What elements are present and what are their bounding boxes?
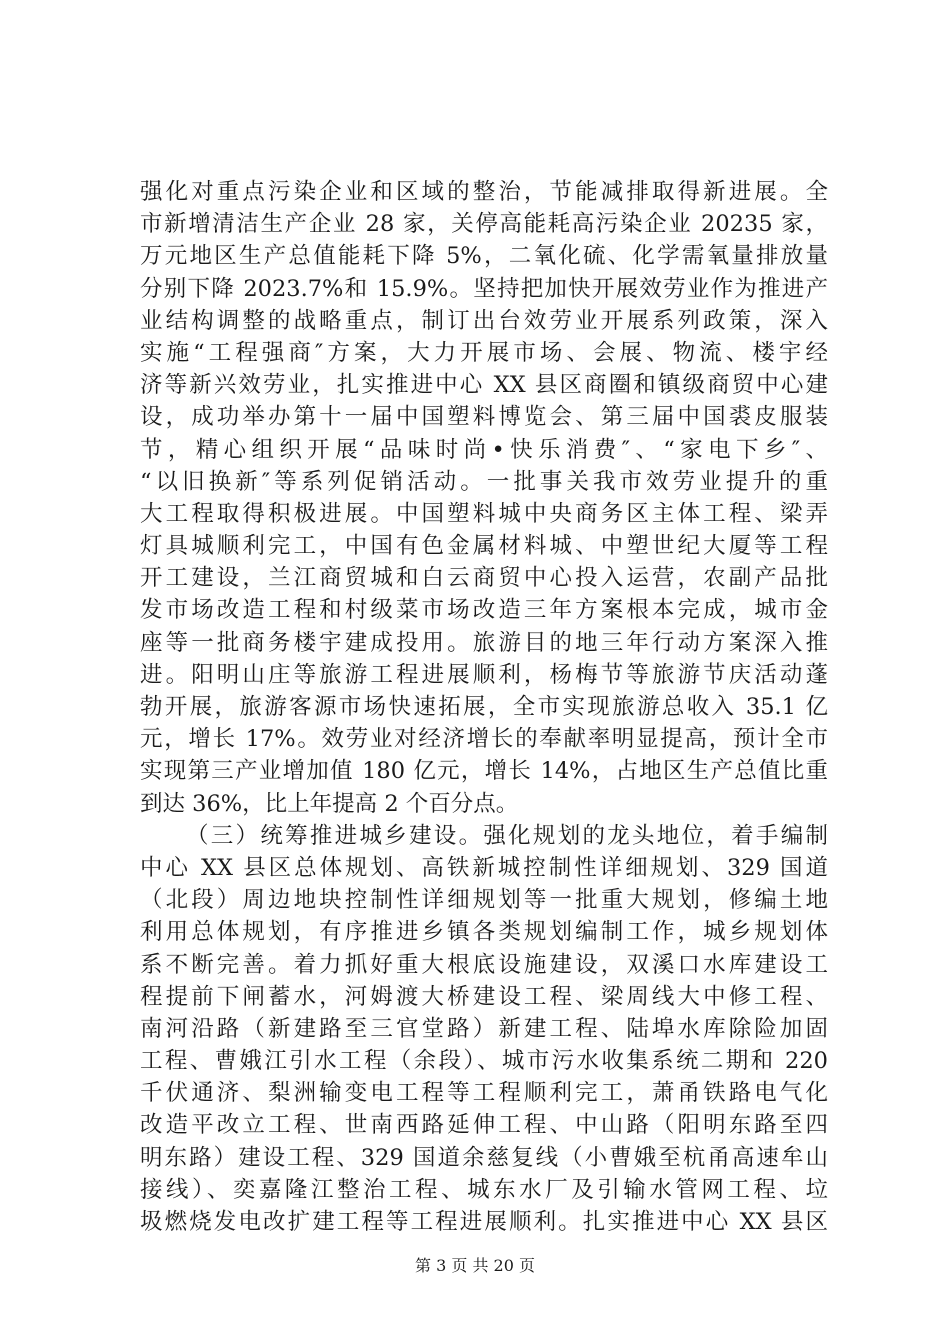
- text-line: 元，增长 17%。效劳业对经济增长的奉献率明显提高，预计全市: [140, 726, 828, 753]
- text-line: 济等新兴效劳业，扎实推进中心 XX 县区商圈和镇级商贸中心建: [140, 372, 828, 399]
- text-line: 座等一批商务楼宇建成投用。旅游目的地三年行动方案深入推: [140, 629, 828, 656]
- text-line: 实施“工程强商″方案，大力开展市场、会展、物流、楼宇经: [140, 339, 828, 366]
- text-line: 到达 36%，比上年提高 2 个百分点。: [140, 790, 519, 817]
- text-line: 程提前下闸蓄水，河姆渡大桥建设工程、梁周线大中修工程、: [140, 983, 828, 1010]
- text-line: 圾燃烧发电改扩建工程等工程进展顺利。扎实推进中心 XX 县区: [140, 1209, 828, 1235]
- text-line: 强化对重点污染企业和区域的整治，节能减排取得新进展。全: [140, 179, 828, 205]
- body-text: [140, 176, 828, 1238]
- text-line: 发市场改造工程和村级菜市场改造三年方案根本完成，城市金: [140, 597, 828, 624]
- text-line: 业结构调整的战略重点，制订出台效劳业开展系列政策，深入: [140, 307, 828, 334]
- text-line: 分别下降 2023.7%和 15.9%。坚持把加快开展效劳业作为推进产: [140, 275, 828, 302]
- text-line: 进。阳明山庄等旅游工程进展顺利，杨梅节等旅游节庆活动蓬: [140, 661, 828, 688]
- text-line: “以旧换新″等系列促销活动。一批事关我市效劳业提升的重: [140, 468, 828, 495]
- text-line: 勃开展，旅游客源市场快速拓展，全市实现旅游总收入 35.1 亿: [140, 694, 828, 720]
- text-line: 系不断完善。着力抓好重大根底设施建设，双溪口水库建设工: [140, 951, 828, 978]
- text-line: 实现第三产业增加值 180 亿元，增长 14%，占地区生产总值比重: [140, 758, 828, 785]
- page-footer: 第 3 页 共 20 页: [415, 1256, 535, 1275]
- text-line: 接线）、奕嘉隆江整治工程、城东水厂及引输水管网工程、垃: [140, 1176, 828, 1203]
- text-line: 千伏通济、梨洲输变电工程等工程顺利完工，萧甬铁路电气化: [140, 1080, 828, 1107]
- text-line: 中心 XX 县区总体规划、高铁新城控制性详细规划、329 国道: [140, 854, 828, 881]
- text-line: （北段）周边地块控制性详细规划等一批重大规划，修编土地: [140, 887, 828, 914]
- text-line: 万元地区生产总值能耗下降 5%，二氧化硫、化学需氧量排放量: [140, 243, 828, 270]
- text-line: 灯具城顺利完工，中国有色金属材料城、中塑世纪大厦等工程: [140, 533, 828, 560]
- text-line: 南河沿路（新建路至三官堂路）新建工程、陆埠水库除险加固: [140, 1015, 828, 1042]
- text-line: 利用总体规划，有序推进乡镇各类规划编制工作，城乡规划体: [140, 919, 828, 946]
- text-line: 明东路）建设工程、329 国道余慈复线（小曹娥至杭甬高速牟山: [140, 1144, 828, 1171]
- text-line: 设，成功举办第十一届中国塑料博览会、第三届中国裘皮服装: [140, 404, 828, 431]
- text-line: 大工程取得积极进展。中国塑料城中央商务区主体工程、梁弄: [140, 500, 828, 527]
- text-line: 工程、曹娥江引水工程（余段）、城市污水收集系统二期和 220: [140, 1048, 828, 1075]
- text-line: 节，精心组织开展“品味时尚•快乐消费″、“家电下乡″、: [140, 436, 828, 463]
- section-heading-line: （三）统筹推进城乡建设。强化规划的龙头地位，着手编制: [186, 822, 828, 849]
- text-line: 开工建设，兰江商贸城和白云商贸中心投入运营，农副产品批: [140, 565, 828, 592]
- text-line: 改造平改立工程、世南西路延伸工程、中山路（阳明东路至四: [140, 1112, 828, 1139]
- text-line: 市新增清洁生产企业 28 家，关停高能耗高污染企业 20235 家，: [140, 211, 828, 238]
